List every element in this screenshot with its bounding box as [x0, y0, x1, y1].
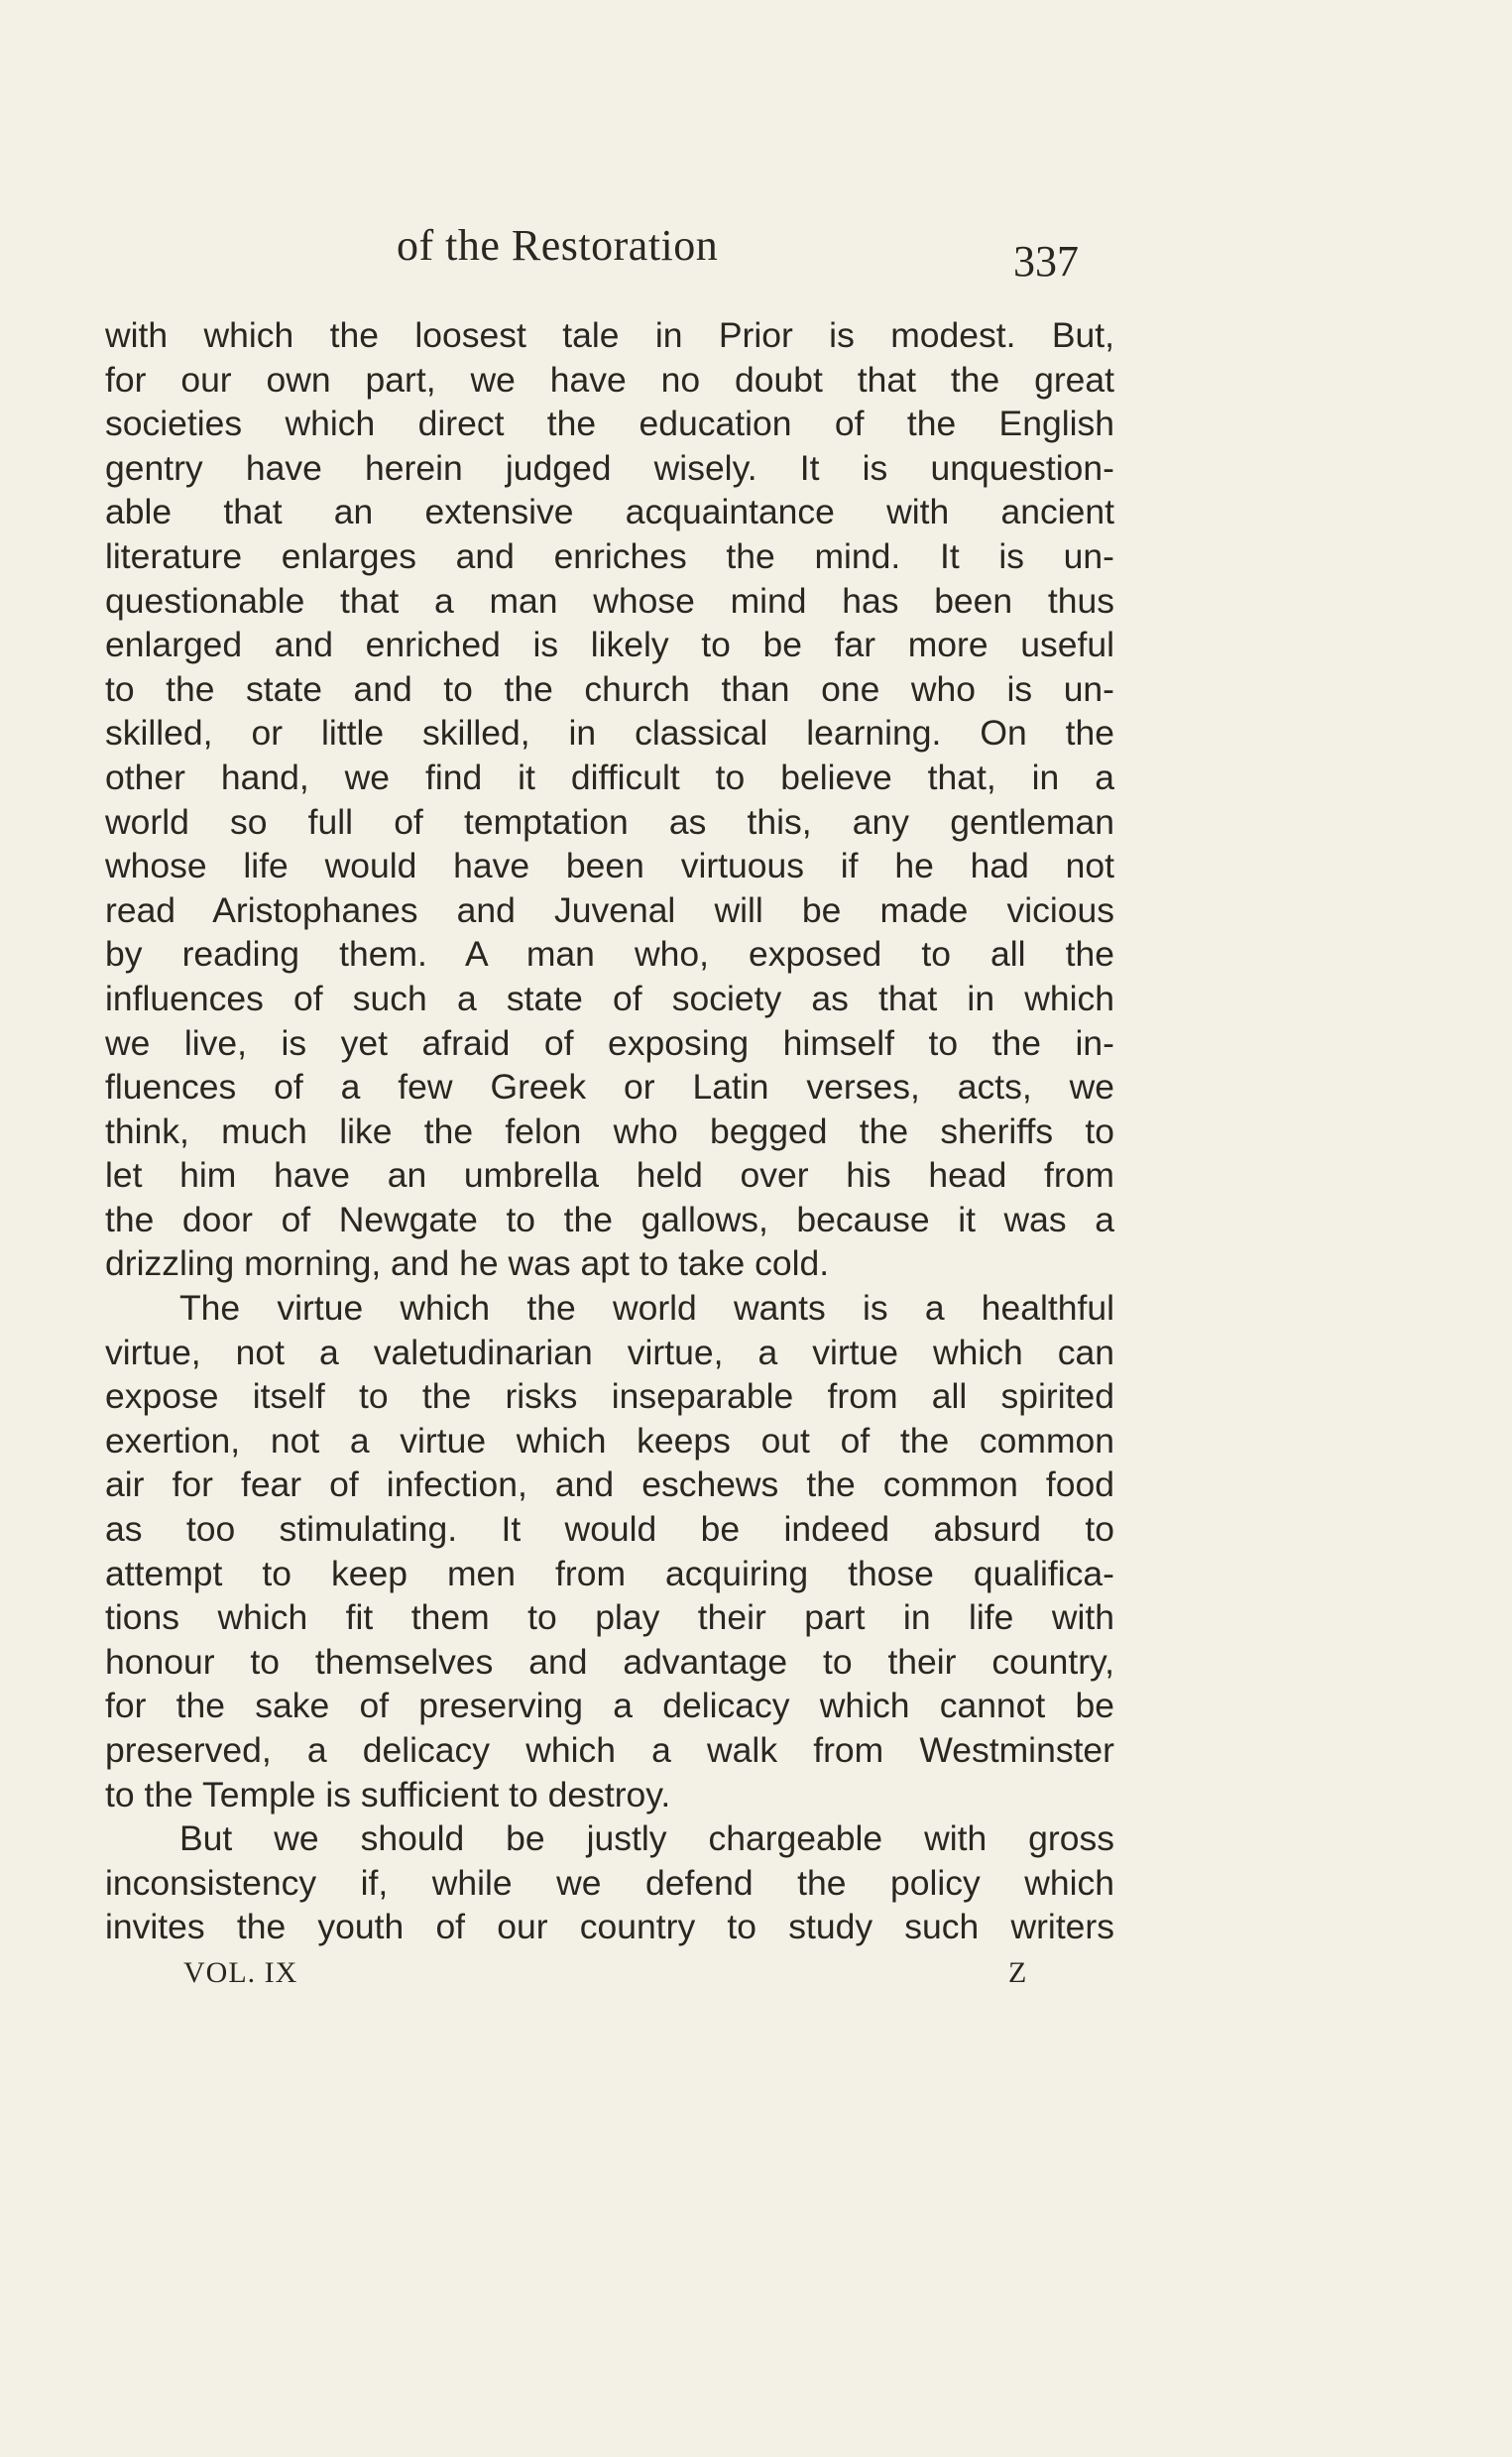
text-line: attempt to keep men from acquiring those qualifica- — [105, 1553, 1114, 1593]
text-line: literature enlarges and enriches the mind. It is un- — [105, 535, 1114, 576]
text-line: invites the youth of our country to study such writers — [105, 1907, 1114, 1947]
text-line: read Aristophanes and Juvenal will be made vicious — [105, 889, 1114, 930]
text-line: preserved, a delicacy which a walk from Westminster — [105, 1730, 1114, 1770]
text-line: honour to themselves and advantage to their country, — [105, 1641, 1114, 1682]
paragraph-first-line: The virtue which the world wants is a healthful — [179, 1288, 1114, 1329]
paragraph-first-line: But we should be justly chargeable with gross — [179, 1818, 1114, 1859]
text-line: skilled, or little skilled, in classical learning. On the — [105, 713, 1114, 754]
text-line: expose itself to the risks inseparable from all spirited — [105, 1376, 1114, 1417]
text-line: world so full of temptation as this, any gentleman — [105, 801, 1114, 842]
text-line: with which the loosest tale in Prior is modest. But, — [105, 315, 1114, 355]
text-line: to the state and to the church than one who is un- — [105, 668, 1114, 709]
text-line: by reading them. A man who, exposed to all the — [105, 934, 1114, 975]
gathering-signature: Z — [1008, 1956, 1027, 1989]
text-line: we live, is yet afraid of exposing himself to the in- — [105, 1022, 1114, 1063]
text-line: to the Temple is sufficient to destroy. — [105, 1774, 671, 1814]
text-line: influences of such a state of society as that in which — [105, 978, 1114, 1018]
volume-signature: VOL. IX — [183, 1956, 298, 1989]
running-head: of the Restoration — [397, 221, 719, 270]
page-number: 337 — [1013, 237, 1079, 286]
text-line: inconsistency if, while we defend the policy which — [105, 1862, 1114, 1903]
text-line: other hand, we find it difficult to believe that, in a — [105, 757, 1114, 797]
text-line: questionable that a man whose mind has been thus — [105, 580, 1114, 621]
text-line: whose life would have been virtuous if he had not — [105, 846, 1114, 886]
text-line: societies which direct the education of the English — [105, 404, 1114, 444]
text-line: for our own part, we have no doubt that the great — [105, 359, 1114, 400]
text-line: exertion, not a virtue which keeps out of the common — [105, 1420, 1114, 1461]
body-text — [105, 313, 1114, 1949]
text-line: virtue, not a valetudinarian virtue, a virtue which can — [105, 1332, 1114, 1372]
text-line: the door of Newgate to the gallows, because it was a — [105, 1199, 1114, 1239]
text-line: drizzling morning, and he was apt to take cold. — [105, 1243, 830, 1284]
text-line: for the sake of preserving a delicacy which cannot be — [105, 1686, 1114, 1726]
text-line: able that an extensive acquaintance with ancient — [105, 492, 1114, 532]
text-line: think, much like the felon who begged the sheriffs to — [105, 1111, 1114, 1151]
text-line: air for fear of infection, and eschews the common food — [105, 1464, 1114, 1505]
text-line: enlarged and enriched is likely to be far more useful — [105, 625, 1114, 665]
text-line: gentry have herein judged wisely. It is unquestion- — [105, 447, 1114, 488]
text-line: tions which fit them to play their part in life with — [105, 1597, 1114, 1638]
text-line: let him have an umbrella held over his head from — [105, 1155, 1114, 1196]
text-line: as too stimulating. It would be indeed absurd to — [105, 1509, 1114, 1550]
text-line: fluences of a few Greek or Latin verses, acts, we — [105, 1067, 1114, 1108]
